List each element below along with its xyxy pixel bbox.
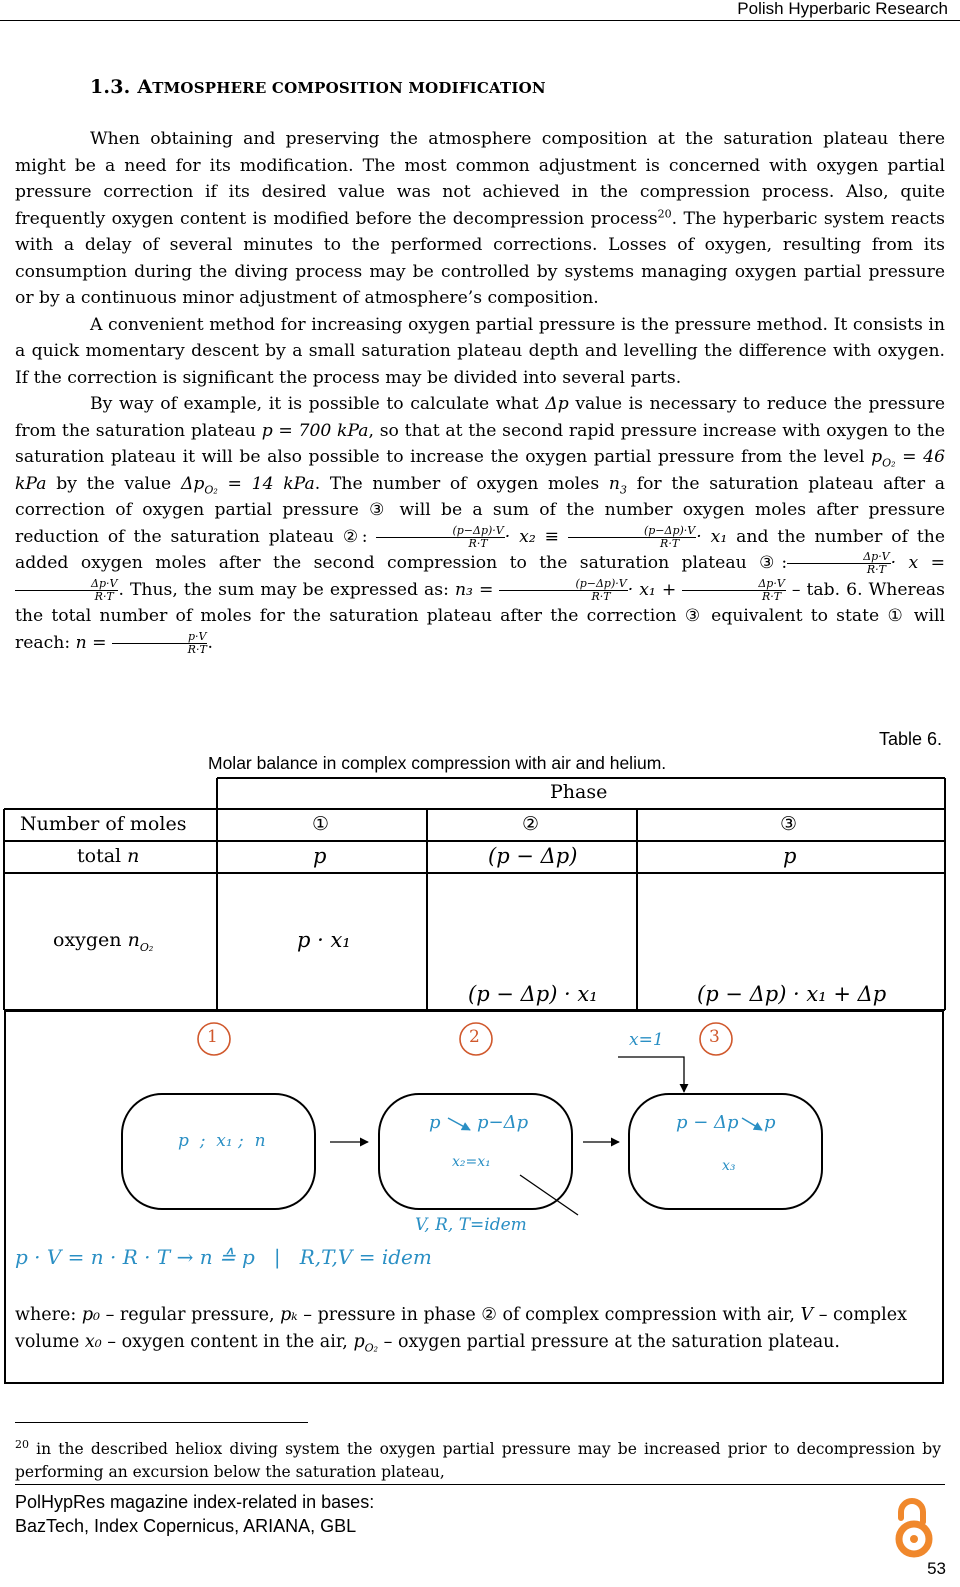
frac3-den: R·T [866, 563, 886, 576]
phase-header: Phase [550, 781, 608, 803]
math-dp: Δp [545, 394, 569, 414]
state-1-text: p ; x₁ ; n [178, 1131, 266, 1151]
section-number: 1.3. [90, 76, 131, 98]
po2-val: = 46 kPa [15, 447, 945, 494]
paragraph-1-end: . The hyperbaric system reacts with a delay of several minutes to the performed corrections. Losses of oxygen, resulting from its consumption during the diving process may be controlled by systems managing oxygen partial pressure or by a continuous minor adjustment of atmosphere’s composition. [15, 208, 946, 308]
where-t3: – complex volume [15, 1305, 907, 1352]
p3-a: By way of example, it is possible to calculate what [90, 394, 539, 414]
where-legend [15, 1302, 940, 1356]
frac1-num: (p−Δp)·V [376, 525, 504, 538]
frac5-den: R·T [591, 589, 611, 603]
phase-1-label: 1 [207, 1027, 218, 1047]
oxygen-label-text: oxygen [53, 929, 122, 951]
where-lead: where: [15, 1305, 77, 1325]
x2-equiv: · x₂ ≡ [504, 526, 560, 547]
p3-c: , so that at the second rapid pressure increase with oxygen to the saturation plateau it will be also possible to increase the oxygen partial pressure from the level [15, 420, 946, 467]
number-of-moles-header: Number of moles [20, 813, 187, 835]
footnote-text: in the described heliox diving system the oxygen partial pressure may be increased prior to decompression by performing an excursion below the saturation plateau, [15, 1440, 941, 1481]
n-eq: n = [75, 632, 107, 653]
footer-index-info [15, 1490, 374, 1538]
frac1-den: R·T [468, 536, 488, 550]
total-phase-2: (p − Δp) [488, 844, 578, 868]
footnote-20 [15, 1438, 941, 1484]
footnote-rule [15, 1422, 308, 1423]
journal-title: Polish Hyperbaric Research [737, 0, 948, 18]
phase-2-label: 2 [469, 1027, 480, 1047]
po2-base: p [353, 1332, 365, 1352]
footer-line-1: PolHypRes magazine index-related in bases: [15, 1492, 375, 1512]
page-number: 53 [927, 1559, 946, 1578]
where-t5: – oxygen partial pressure at the saturation plateau. [383, 1332, 840, 1352]
p3-d: by the value [56, 473, 172, 494]
constants-label: V, R, T=idem [415, 1215, 527, 1235]
phase-3-header: ③ [780, 813, 798, 835]
p3-g: and the number of the added oxygen moles after the second compression to the saturation plateau ③: [15, 526, 946, 573]
math-p700: p = 700 kPa [261, 420, 369, 441]
p3-b: value is necessary to reduce the pressure from the saturation plateau [15, 394, 946, 441]
total-symbol: n [127, 845, 140, 867]
po2-sub: O₂ [882, 456, 896, 470]
paragraph-1-text: When obtaining and preserving the atmosphere composition at the saturation plateau there might be a need for its modification. The most common adjustment is concerned with oxygen partial pressure correction if its desired value was not achieved in the compression process. Also, quite frequently oxygen content is modified before the decompression process [15, 129, 945, 229]
po2-symbol [353, 1332, 379, 1355]
table-label: Table 6. [878, 729, 942, 749]
total-label-text: total [77, 845, 122, 867]
dpo2-sub: O₂ [204, 482, 218, 496]
oxygen-symbol [127, 929, 154, 954]
total-phase-1: p [313, 844, 327, 868]
x1: · x₁ [696, 526, 728, 547]
state-2-x: x₂=x₁ [452, 1154, 491, 1170]
p3-h: . Thus, the sum may be expressed as: [118, 579, 449, 600]
n3-sym: n [608, 473, 620, 494]
p3-j: . [207, 632, 213, 653]
x-equals-label: x=1 [629, 1030, 664, 1050]
oxygen-phase-2: (p − Δp) · x₁ [468, 982, 598, 1006]
state-3-x: x₃ [722, 1158, 736, 1174]
p3-i: – tab. 6. Whereas the total number of moles for the saturation plateau after the correction ③ equivalent to state ① will reach: [15, 579, 945, 653]
state-3-p: p [764, 1112, 776, 1133]
oxygen-phase-3: (p − Δp) · x₁ + Δp [697, 982, 887, 1006]
section-title-rest: TMOSPHERE COMPOSITION MODIFICATION [152, 79, 546, 97]
frac4-den: R·T [94, 589, 114, 603]
frac7-den: R·T [187, 642, 207, 656]
p3-e: . The number of oxygen moles [314, 473, 600, 494]
total-phase-3: p [783, 844, 797, 868]
footnote-ref[interactable]: 20 [657, 206, 672, 220]
n3-eq: n₃ = [454, 579, 494, 600]
phase-3-label: 3 [709, 1027, 720, 1047]
open-access-icon [893, 1498, 935, 1560]
frac2-den: R·T [660, 536, 680, 550]
where-t1: – regular pressure, [105, 1305, 275, 1325]
phase-1-header: ① [312, 813, 330, 835]
frac5-num: (p−Δp)·V [499, 578, 627, 591]
state-3-p-minus-dp: p − Δp [676, 1112, 739, 1133]
section-title-first: A [137, 76, 153, 98]
where-t4: – oxygen content in the air, [107, 1332, 348, 1352]
total-label [77, 845, 139, 867]
frac2-num: (p−Δp)·V [568, 525, 696, 538]
footer-line-2: BazTech, Index Copernicus, ARIANA, GBL [15, 1516, 357, 1536]
oxygen-label [53, 929, 154, 954]
oxygen-sym: n [127, 929, 140, 951]
frac4-num: Δp·V [15, 578, 118, 591]
x1-plus: · x₁ + [627, 579, 677, 600]
p3-f: for the saturation plateau after a correction of oxygen partial pressure ③ will be a sum of the number oxygen moles after pressure reduction of the saturation plateau ②: [15, 473, 946, 547]
dpo2-sym: Δp [180, 473, 205, 494]
n3-sub: 3 [619, 482, 627, 496]
state-2-p: p [429, 1112, 441, 1133]
state-2-p-minus-dp: p−Δp [477, 1112, 529, 1133]
x-eq: · x = [890, 553, 945, 573]
frac7-num: p·V [112, 631, 207, 644]
x0-symbol: x₀ [84, 1332, 102, 1352]
frac3-num: Δp·V [787, 551, 890, 564]
oxygen-sym-sub: O₂ [139, 940, 154, 954]
p0-symbol: p₀ [81, 1305, 101, 1325]
footer-rule [15, 1484, 945, 1485]
dpo2-val: = 14 kPa [217, 473, 315, 494]
v-symbol: V [800, 1305, 814, 1325]
paragraph-2: A convenient method for increasing oxygen partial pressure is the pressure method. It consists in a quick momentary descent by a small saturation plateau depth and levelling the difference with oxygen. If the correction is significant the process may be divided into several parts. [15, 314, 945, 388]
phase-2-header: ② [522, 813, 540, 835]
po2-sym: p [871, 447, 883, 467]
footnote-number: 20 [15, 1437, 29, 1451]
ideal-gas-equation: p · V = n · R · T → n ≙ p | R,T,V = idem [15, 1245, 432, 1269]
where-t2: – pressure in phase ② of complex compression with air, [303, 1305, 795, 1325]
frac6-num: Δp·V [682, 578, 785, 591]
table-caption: Molar balance in complex compression with air and helium. [208, 753, 667, 773]
frac6-den: R·T [762, 589, 782, 603]
oxygen-phase-1: p · x₁ [297, 928, 351, 952]
pk-symbol: pₖ [280, 1305, 298, 1325]
po2-sub-where: O₂ [364, 1341, 379, 1355]
